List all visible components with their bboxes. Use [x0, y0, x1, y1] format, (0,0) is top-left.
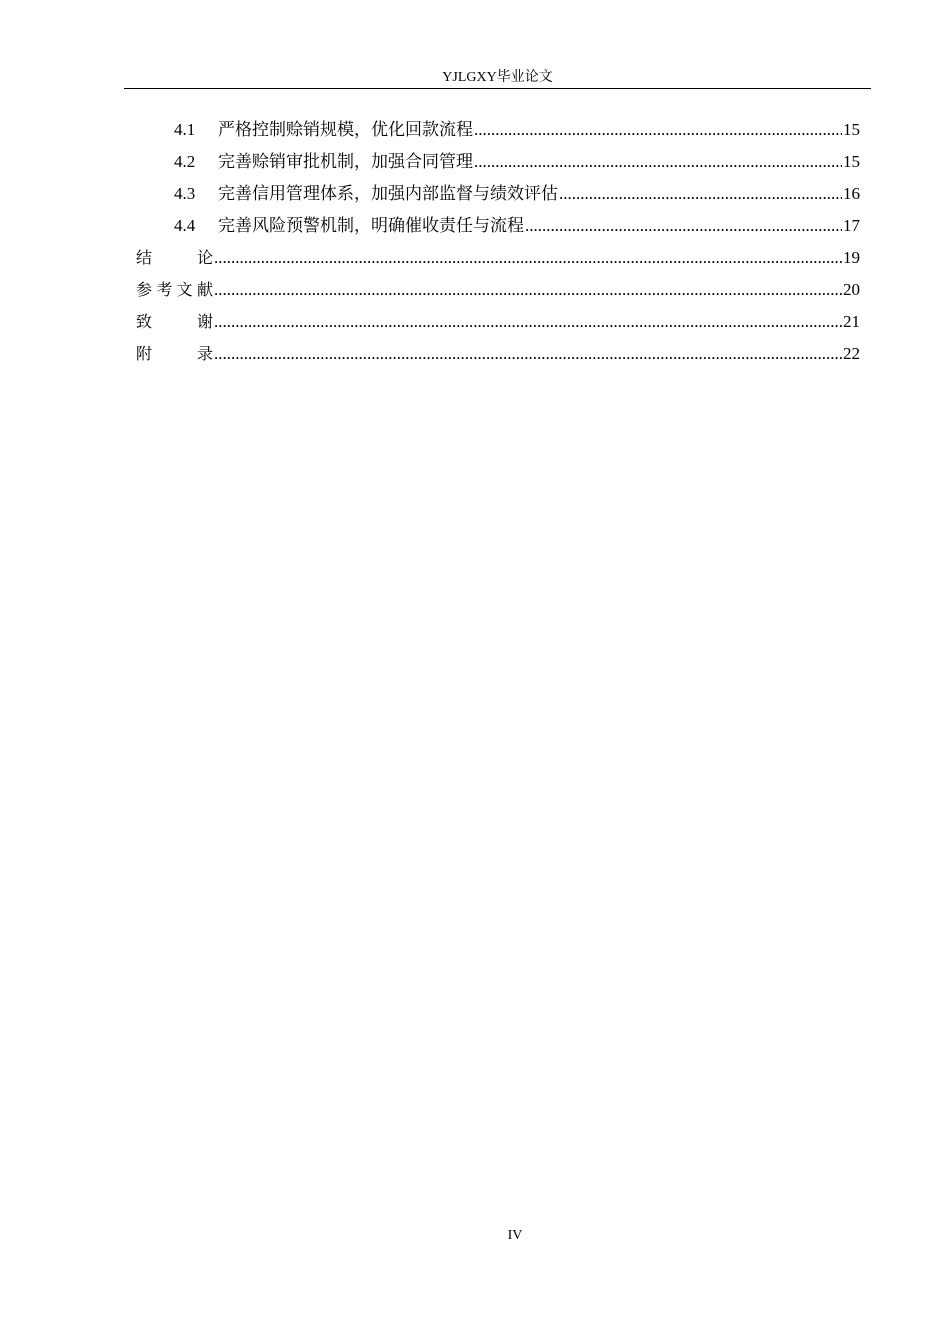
- toc-entry-page: 15: [843, 152, 860, 171]
- toc-entry-number: 4.3: [174, 184, 196, 203]
- running-header: YJLGXY毕业论文: [442, 70, 553, 85]
- toc-entry-4-4[interactable]: [136, 214, 860, 246]
- toc-entry-4-2[interactable]: [136, 150, 860, 182]
- toc-entry-title: 完善赊销审批机制，加强合同管理: [218, 152, 473, 171]
- toc-entry-appendix[interactable]: [136, 342, 860, 374]
- toc-entry-page: 17: [843, 216, 860, 235]
- toc-entry-title: 完善风险预警机制，明确催收责任与流程: [218, 216, 524, 235]
- toc-entry-title: 严格控制赊销规模，优化回款流程: [218, 120, 473, 139]
- toc-entry-4-1[interactable]: [136, 118, 860, 150]
- toc-entry-page: 22: [843, 344, 860, 363]
- toc-entry-conclusion[interactable]: [136, 246, 860, 278]
- toc-entry-title: 结论: [136, 248, 213, 267]
- toc-entry-page: 20: [843, 280, 860, 299]
- toc-entry-number: 4.1: [174, 120, 196, 139]
- toc-dot-leader: [214, 310, 842, 334]
- toc-entry-page: 15: [843, 120, 860, 139]
- toc-entry-page: 21: [843, 312, 860, 331]
- toc-dot-leader: [474, 150, 842, 174]
- toc-entry-page: 19: [843, 248, 860, 267]
- toc-entry-number: 4.2: [174, 152, 196, 171]
- toc-dot-leader: [559, 182, 842, 206]
- toc-dot-leader: [214, 342, 842, 366]
- toc-entry-acknowledgements[interactable]: [136, 310, 860, 342]
- toc-entry-number: 4.4: [174, 216, 196, 235]
- toc-dot-leader: [214, 278, 842, 302]
- table-of-contents: [136, 118, 860, 374]
- toc-dot-leader: [525, 214, 842, 238]
- toc-entry-title: 参考文献: [136, 280, 213, 299]
- toc-entry-title: 完善信用管理体系，加强内部监督与绩效评估: [218, 184, 558, 203]
- page-number: IV: [507, 1228, 523, 1243]
- toc-entry-title: 附录: [136, 344, 213, 363]
- header-rule: [124, 88, 871, 89]
- toc-dot-leader: [474, 118, 842, 142]
- toc-entry-4-3[interactable]: [136, 182, 860, 214]
- toc-dot-leader: [214, 246, 842, 270]
- toc-entry-references[interactable]: [136, 278, 860, 310]
- toc-entry-page: 16: [843, 184, 860, 203]
- toc-entry-title: 致谢: [136, 312, 213, 331]
